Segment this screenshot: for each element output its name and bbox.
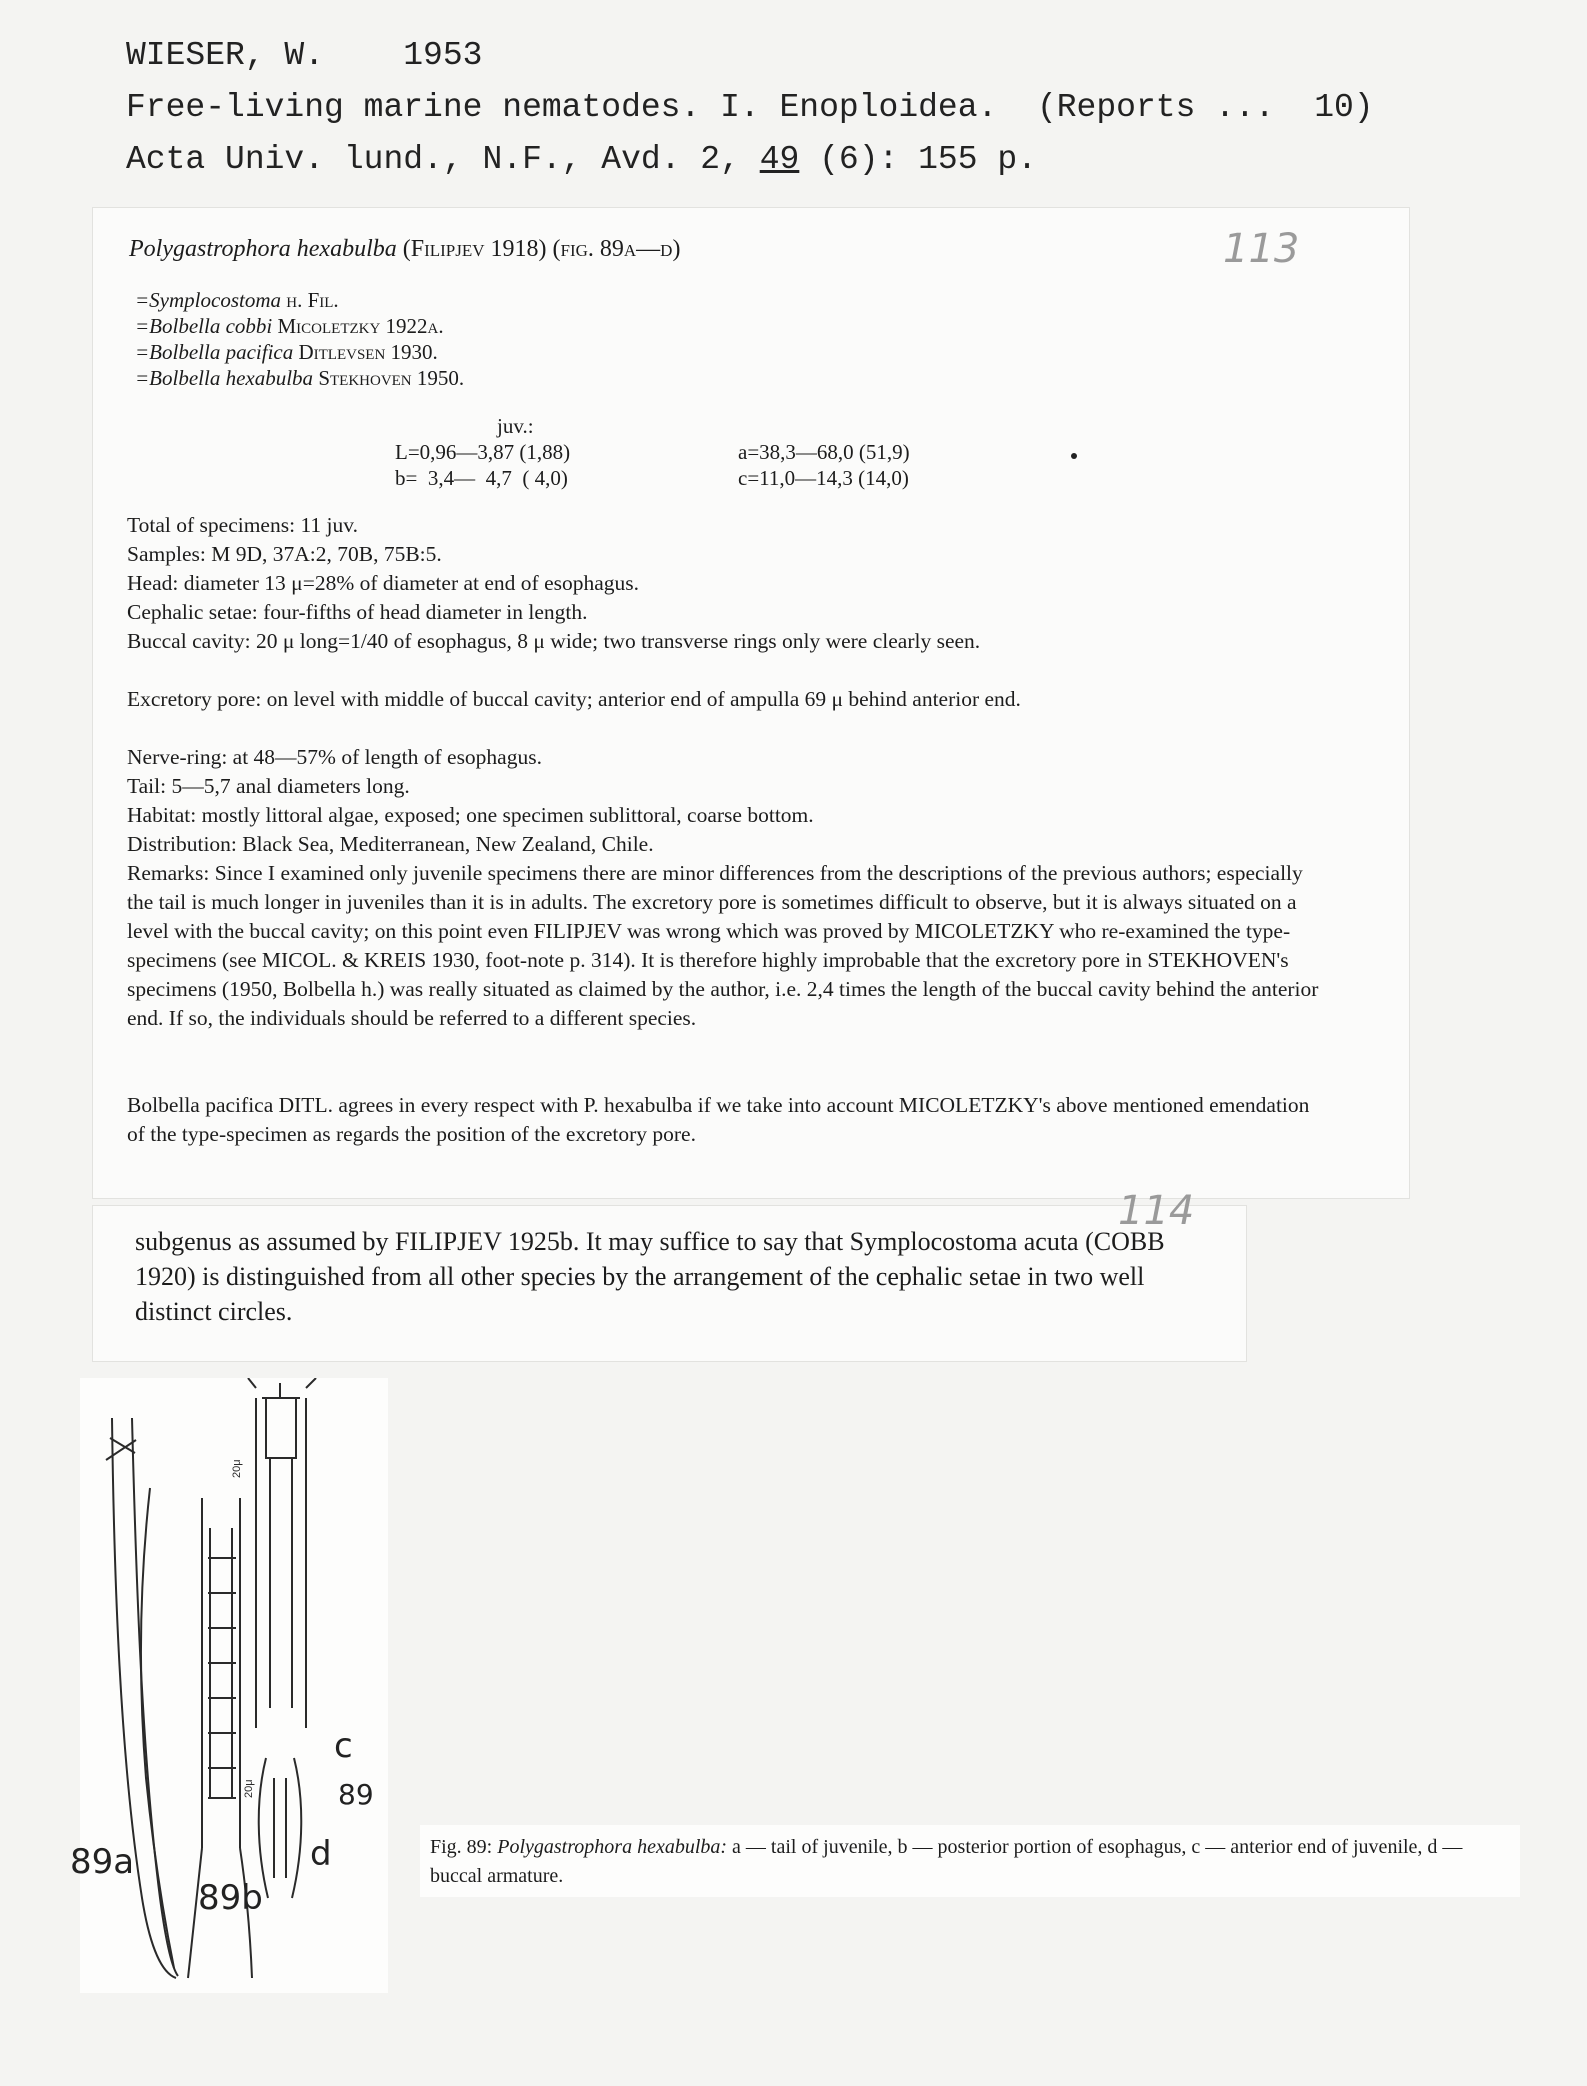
citation-prefix: Acta Univ. lund., N.F., Avd. 2, [126,141,760,178]
continuation-text: subgenus as assumed by FILIPJEV 1925b. It may suffice to say that Symplocostoma acuta (COBB 1920) is distinguished from all other species by the arrangement of the cephalic setae in two well distinct circles. [135,1227,1165,1326]
synonym: =Bolbella pacifica Ditlevsen 1930. [135,340,438,364]
figure-caption-clipping [420,1825,1520,1897]
para-nerve-ring: Nerve-ring: at 48—57% of length of esophagus. [127,745,542,769]
figure-label-89a: 89a [70,1842,135,1882]
scale-label-d: 20μ [243,1779,255,1798]
page-clipping-113 [92,207,1410,1199]
citation-suffix: (6): 155 p. [799,141,1037,178]
measurement-a: a=38,3—68,0 (51,9) [738,440,910,464]
figure-label-89: 89 [338,1778,374,1811]
para-buccal-cavity: Buccal cavity: 20 μ long=1/40 of esophagus, 8 μ wide; two transverse rings only were clearly seen. [127,629,981,653]
measurement-c: c=11,0—14,3 (14,0) [738,466,909,490]
page-number: 113 [1223,226,1300,272]
figure-label-c: c [334,1726,353,1766]
measurement-L: L=0,96—3,87 (1,88) [395,440,571,464]
species-name: Polygastrophora hexabulba [129,236,397,262]
figure-label-89b: 89b [198,1878,263,1918]
title-line: Free-living marine nematodes. I. Enoploidea. (Reports ... 10) [126,89,1374,126]
citation-line [126,134,1456,186]
para-tail: Tail: 5—5,7 anal diameters long. [127,774,410,798]
synonym: =Symplocostoma h. Fil. [135,288,339,312]
para-pacifica: Bolbella pacifica DITL. agrees in every respect with P. hexabulba if we take into account MICOLETZKY's above mentioned emendation of the type-specimen as regards the position of the excretory pore. [127,1093,1310,1146]
scale-label-c: 20μ [231,1459,243,1478]
page-clipping-114 [92,1188,1247,1362]
para-cephalic-setae: Cephalic setae: four-fifths of head diameter in length. [127,600,588,624]
para-habitat: Habitat: mostly littoral algae, exposed; one specimen sublittoral, coarse bottom. [127,803,814,827]
measurement-b: b= 3,4— 4,7 ( 4,0) [395,466,568,490]
figure-caption: Fig. 89: Polygastrophora hexabulba: a — tail of juvenile, b — posterior portion of esophagus, c — anterior end of juvenile, d — buccal armature. [430,1836,1463,1887]
card-header [126,30,1456,186]
page-number: 114 [1118,1188,1195,1234]
species-author: (Filipjev 1918) (fig. 89a—d) [396,236,681,262]
ink-dot [1071,453,1077,459]
para-remarks: Remarks: Since I examined only juvenile specimens there are minor differences from the descriptions of the previous authors; especially the tail is much longer in juveniles than it is in adults. The excretory pore is sometimes difficult to observe, but it is always situated on a level with the buccal cavity; on this point even FILIPJEV was wrong which was proved by MICOLETZKY who re-examined the type-specimens (see MICOL. & KREIS 1930, foot-note p. 314). It is therefore highly improbable that the excretory pore in STEKHOVEN's specimens (1950, Bolbella h.) was really situated as claimed by the author, i.e. 2,4 times the length of the buccal cavity behind the anterior end. If so, the individuals should be referred to a different species. [127,861,1319,1030]
synonym: =Bolbella hexabulba Stekhoven 1950. [135,366,465,390]
measurement-stage: juv.: [497,414,534,438]
species-heading [129,236,680,263]
synonym: =Bolbella cobbi Micoletzky 1922a. [135,314,444,338]
para-distribution: Distribution: Black Sea, Mediterranean, New Zealand, Chile. [127,832,654,856]
para-samples: Samples: M 9D, 37A:2, 70B, 75B:5. [127,542,442,566]
para-excretory-pore: Excretory pore: on level with middle of buccal cavity; anterior end of ampulla 69 μ behind anterior end. [127,687,1021,711]
para-total: Total of specimens: 11 juv. [127,513,358,537]
citation-volume: 49 [759,141,800,178]
figure-clipping [70,1378,388,1993]
figure-label-d: d [310,1834,332,1874]
para-head: Head: diameter 13 μ=28% of diameter at end of esophagus. [127,571,640,595]
author-line: WIESER, W. 1953 [126,37,483,74]
